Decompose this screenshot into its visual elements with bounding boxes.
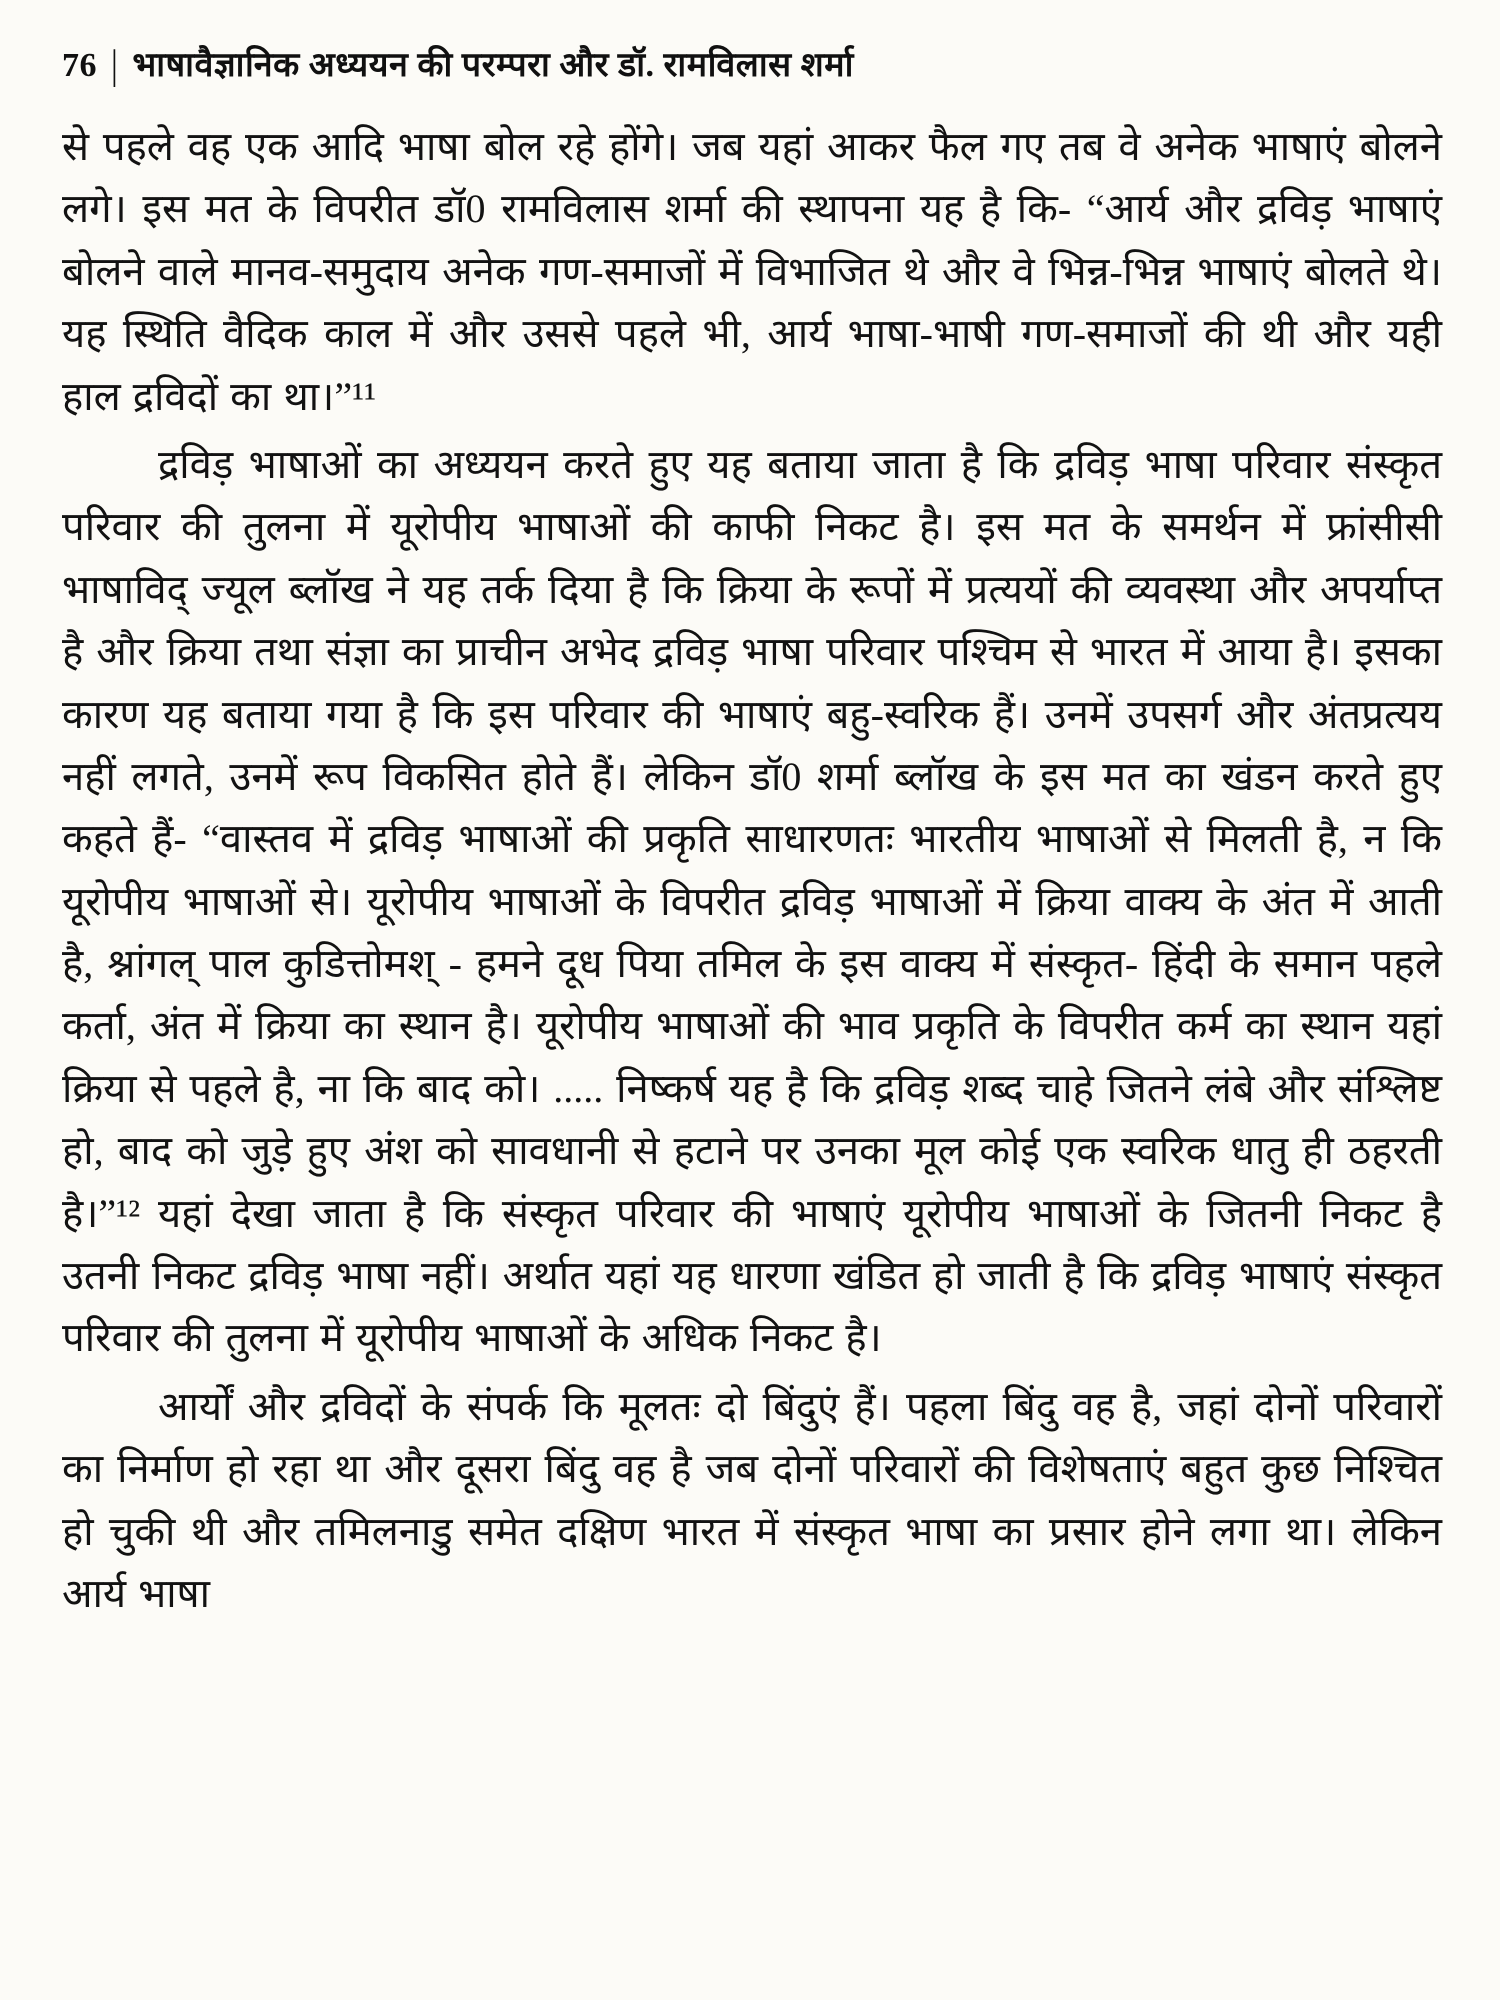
paragraph-1: से पहले वह एक आदि भाषा बोल रहे होंगे। जब यहां आकर फैल गए तब वे अनेक भाषाएं बोलने लगे। इस मत के विपरीत डॉ0 रामविलास शर्मा की स्थापना यह है कि- “आर्य और द्रविड़ भाषाएं बोलने वाले मानव-समुदाय अनेक गण-समाजों में विभाजित थे और वे भिन्न-भिन्न भाषाएं बोलते थे। यह स्थिति वैदिक काल में और उससे पहले भी, आर्य भाषा-भाषी गण-समाजों की थी और यही हाल द्रविदों का था।”¹¹ (62, 124, 1442, 419)
page-body (62, 116, 1442, 1625)
page-number: 76 (62, 47, 97, 84)
running-title: भाषावैज्ञानिक अध्ययन की परम्परा और डॉ. रामविलास शर्मा (132, 47, 854, 84)
header-separator: | (111, 43, 119, 88)
page-header (62, 40, 1442, 86)
paragraph-3: आर्यों और द्रविदों के संपर्क कि मूलतः दो बिंदुएं हैं। पहला बिंदु वह है, जहां दोनों परिवारों का निर्माण हो रहा था और दूसरा बिंदु वह है जब दोनों परिवारों की विशेषताएं बहुत कुछ निश्चित हो चुकी थी और तमिलनाडु समेत दक्षिण भारत में संस्कृत भाषा का प्रसार होने लगा था। लेकिन आर्य भाषा (62, 1383, 1442, 1616)
paragraph-2: द्रविड़ भाषाओं का अध्ययन करते हुए यह बताया जाता है कि द्रविड़ भाषा परिवार संस्कृत परिवार की तुलना में यूरोपीय भाषाओं की काफी निकट है। इस मत के समर्थन में फ्रांसीसी भाषाविद् ज्यूल ब्लॉख ने यह तर्क दिया है कि क्रिया के रूपों में प्रत्ययों की व्यवस्था और अपर्याप्त है और क्रिया तथा संज्ञा का प्राचीन अभेद द्रविड़ भाषा परिवार पश्चिम से भारत में आया है। इसका कारण यह बताया गया है कि इस परिवार की भाषाएं बहु-स्वरिक हैं। उनमें उपसर्ग और अंतप्रत्यय नहीं लगते, उनमें रूप विकसित होते हैं। लेकिन डॉ0 शर्मा ब्लॉख के इस मत का खंडन करते हुए कहते हैं- “वास्तव में द्रविड़ भाषाओं की प्रकृति साधारणतः भारतीय भाषाओं से मिलती है, न कि यूरोपीय भाषाओं से। यूरोपीय भाषाओं के विपरीत द्रविड़ भाषाओं में क्रिया वाक्य के अंत में आती है, श्नांगल् पाल कुडित्तोमश् - हमने दूध पिया तमिल के इस वाक्य में संस्कृत- हिंदी के समान पहले कर्ता, अंत में क्रिया का स्थान है। यूरोपीय भाषाओं की भाव प्रकृति के विपरीत कर्म का स्थान यहां क्रिया से पहले है, ना कि बाद को। ..... निष्कर्ष यह है कि द्रविड़ शब्द चाहे जितने लंबे और संश्लिष्ट हो, बाद को जुड़े हुए अंश को सावधानी से हटाने पर उनका मूल कोई एक स्वरिक धातु ही ठहरती है।”¹² यहां देखा जाता है कि संस्कृत परिवार की भाषाएं यूरोपीय भाषाओं के जितनी निकट है उतनी निकट द्रविड़ भाषा नहीं। अर्थात यहां यह धारणा खंडित हो जाती है कि द्रविड़ भाषाएं संस्कृत परिवार की तुलना में यूरोपीय भाषाओं के अधिक निकट है। (62, 441, 1442, 1361)
